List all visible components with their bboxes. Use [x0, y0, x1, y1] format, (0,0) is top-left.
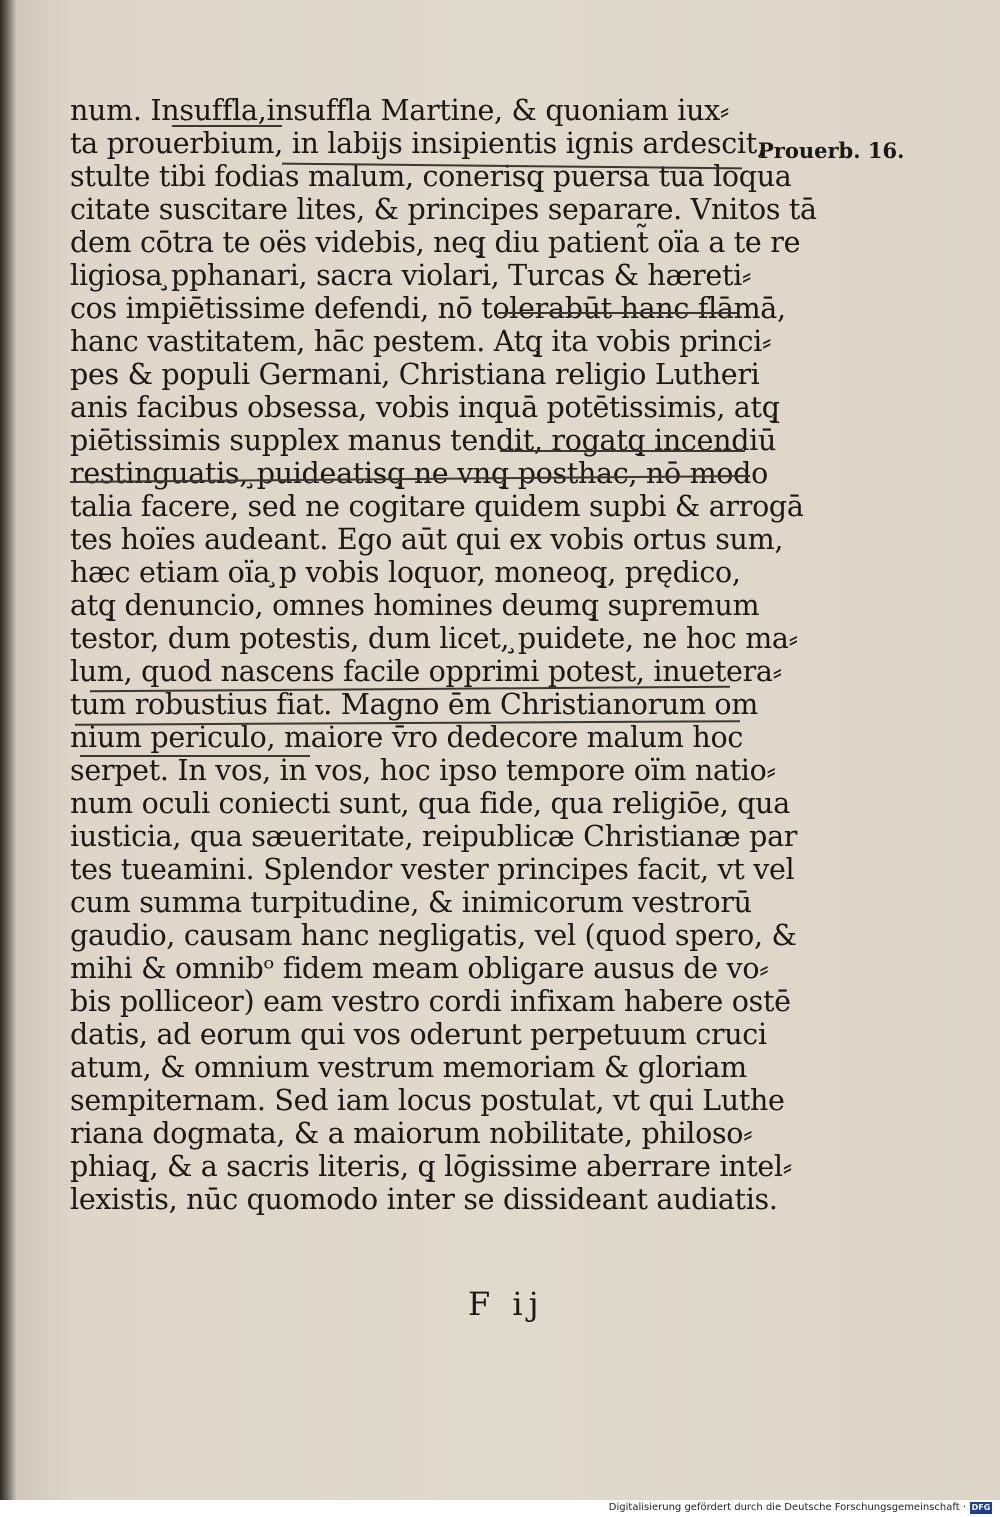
text-line: citate suscitare lites, & principes separare. Vnitos tā — [70, 193, 817, 226]
text-line: riana dogmata, & a maiorum nobilitate, philoso⸗ — [70, 1117, 753, 1150]
text-line: ligiosa ̧pphanari, sacra violari, Turcas & hæreti⸗ — [70, 259, 752, 292]
text-line: lexistis, nūc quomodo inter se dissideant audiatis. — [70, 1183, 778, 1216]
text-line: phiaq̧, & a sacris literis, q̧ lōgissime aberrare intel⸗ — [70, 1150, 792, 1183]
signature-mark: F ij — [468, 1285, 545, 1323]
marginal-note: Prouerb. 16. — [758, 138, 905, 163]
handwritten-underline — [500, 450, 745, 452]
text-line: atq̧ denuncio, omnes homines deumq̧ supremum — [70, 589, 760, 622]
text-line: sempiternam. Sed iam locus postulat, vt qui Luthe — [70, 1084, 785, 1117]
dfg-logo: DFG — [971, 1503, 991, 1512]
text-line: cum summa turpitudine, & inimicorum vestrorū — [70, 886, 752, 919]
handwritten-underline — [80, 755, 310, 757]
digitization-credit: Digitalisierung gefördert durch die Deutsche Forschungsgemeinschaft · — [608, 1502, 966, 1513]
body-text — [70, 94, 817, 1216]
text-line: datis, ad eorum qui vos oderunt perpetuum cruci — [70, 1018, 767, 1051]
text-line: hanc vastitatem, hāc pestem. Atq̧ ita vobis princi⸗ — [70, 325, 772, 358]
text-line: gaudio, causam hanc negligatis, vel (quod spero, & — [70, 919, 797, 952]
text-line: serpet. In vos, in vos, hoc ipso tempore oïm natio⸗ — [70, 754, 776, 787]
text-line: num. Insuffla,insuffla Martine, & quoniam iux⸗ — [70, 94, 730, 127]
text-line: cos impiētissime defendi, nō tolerabūt hanc flāmā, — [70, 292, 786, 325]
text-line: num oculi coniecti sunt, qua fide, qua religiōe, qua — [70, 787, 790, 820]
text-line: testor, dum potestis, dum licet, ̧puidete, ne hoc ma⸗ — [70, 622, 798, 655]
text-line: lum, quod nascens facile opprimi potest, inuetera⸗ — [70, 655, 782, 688]
text-line: hæc etiam oïa ̧p vobis loquor, moneoq̧, prędico, — [70, 556, 741, 589]
text-line: piētissimis supplex manus tendit, rogatq̧ incendiū — [70, 424, 777, 457]
text-line: atum, & omnium vestrum memoriam & gloriam — [70, 1051, 747, 1084]
text-line: tum robustius fiat. Magno ēm Christianorum om — [70, 688, 759, 721]
handwritten-underline — [498, 312, 738, 314]
handwritten-underline — [172, 125, 282, 127]
text-line: restinguatis, ̧puideatisq̧ ne vnq̧ posthac, nō modo — [70, 457, 768, 490]
binding-shadow — [0, 0, 16, 1500]
text-line: ta prouerbium, in labijs insipientis ignis ardescit, — [70, 127, 766, 160]
text-line: talia facere, sed ne cogitare quidem supbi & arrogā — [70, 490, 804, 523]
text-line: stulte tibi fodias malum, conerisq̧ puersa tua loqua — [70, 160, 792, 193]
text-line: pes & populi Germani, Christiana religio Lutheri — [70, 358, 760, 391]
text-line: tes hoïes audeant. Ego aūt qui ex vobis ortus sum, — [70, 523, 784, 556]
text-line: nium periculo, maiore v̄ro dedecore malum hoc — [70, 721, 743, 754]
text-line: anis facibus obsessa, vobis inquā potētissimis, atq̧ — [70, 391, 780, 424]
text-line: iusticia, qua sæueritate, reipublicæ Christianæ par — [70, 820, 798, 853]
text-line: bis polliceor) eam vestro cordi infixam habere ostē — [70, 985, 791, 1018]
text-line: dem cōtra te oës videbis, neq̧ diu patient̃ oïa a te re — [70, 226, 801, 259]
text-line: mihi & omnibᵒ fidem meam obligare ausus de vo⸗ — [70, 952, 769, 985]
text-line: tes tueamini. Splendor vester principes facit, vt vel — [70, 853, 795, 886]
